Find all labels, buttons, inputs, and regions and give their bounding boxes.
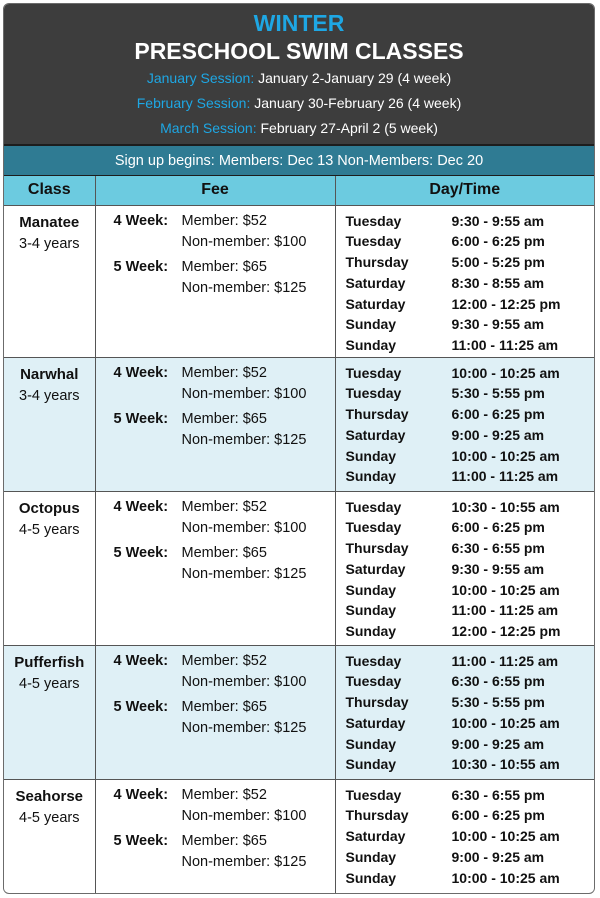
- slot-day: Thursday: [345, 254, 409, 271]
- nonmember-fee: Non-member: $125: [181, 719, 307, 736]
- slot-day: Tuesday: [345, 786, 402, 803]
- member-fee: Member: $52: [181, 364, 267, 381]
- class-name: Seahorse: [15, 787, 84, 805]
- session-name: January Session:: [146, 70, 255, 86]
- time-slot: [346, 621, 595, 642]
- nonmember-fee: Non-member: $125: [181, 565, 307, 582]
- table-row: [4, 357, 594, 491]
- slot-day: Tuesday: [345, 233, 402, 250]
- time-slot: [346, 231, 595, 252]
- fee-duration: 4 Week:: [113, 212, 169, 229]
- fee-duration: 5 Week:: [113, 544, 169, 561]
- slot-day: Saturday: [345, 295, 406, 312]
- time-slot: [346, 785, 595, 806]
- fee-cell: [95, 205, 335, 357]
- slot-day: Thursday: [345, 406, 409, 423]
- slot-day: Tuesday: [345, 385, 402, 402]
- time-slot: [346, 425, 595, 446]
- nonmember-fee: Non-member: $100: [181, 673, 307, 690]
- slot-time: 10:00 - 10:25 am: [451, 581, 560, 598]
- slot-time: 10:00 - 10:25 am: [451, 364, 560, 381]
- session-dates: January 30-February 26 (4 week): [254, 95, 462, 111]
- slot-day: Saturday: [345, 714, 406, 731]
- slot-time: 8:30 - 8:55 am: [451, 274, 545, 291]
- session-line: [4, 91, 594, 116]
- daytime-cell: [335, 357, 594, 491]
- slot-time: 9:00 - 9:25 am: [451, 735, 545, 752]
- header-class: Class: [4, 176, 95, 205]
- table-row: [4, 645, 594, 779]
- fee-duration: 5 Week:: [113, 410, 169, 427]
- time-slot: [346, 580, 595, 601]
- fee-duration: 4 Week:: [113, 652, 169, 669]
- class-cell: [4, 205, 95, 357]
- table-row: [4, 205, 594, 357]
- slot-time: 10:30 - 10:55 am: [451, 756, 560, 773]
- slot-time: 6:00 - 6:25 pm: [451, 519, 545, 536]
- member-fee: Member: $52: [181, 786, 267, 803]
- session-dates: January 2-January 29 (4 week): [258, 70, 452, 86]
- member-fee: Member: $65: [181, 410, 267, 427]
- time-slot: [346, 847, 595, 868]
- slot-day: Sunday: [345, 735, 397, 752]
- slot-day: Sunday: [345, 602, 397, 619]
- fee-block: [114, 785, 335, 827]
- slot-time: 9:30 - 9:55 am: [451, 212, 545, 229]
- nonmember-fee: Non-member: $100: [181, 519, 307, 536]
- fee-block: [114, 831, 335, 873]
- slot-time: 10:30 - 10:55 am: [451, 498, 560, 515]
- class-cell: [4, 357, 95, 491]
- member-fee: Member: $52: [181, 212, 267, 229]
- fee-duration: 4 Week:: [113, 364, 169, 381]
- class-name: Narwhal: [20, 365, 79, 383]
- signup-bar: Sign up begins: Members: Dec 13 Non-Members: Dec 20: [4, 146, 594, 176]
- time-slot: [346, 497, 595, 518]
- nonmember-fee: Non-member: $125: [181, 431, 307, 448]
- time-slot: [346, 559, 595, 580]
- slot-time: 10:00 - 10:25 am: [451, 714, 560, 731]
- fee-block: [114, 211, 335, 253]
- slot-day: Sunday: [345, 316, 397, 333]
- slot-time: 6:00 - 6:25 pm: [451, 807, 545, 824]
- slot-day: Sunday: [345, 623, 397, 640]
- session-name: February Session:: [136, 95, 251, 111]
- session-dates: February 27-April 2 (5 week): [260, 120, 438, 136]
- time-slot: [346, 363, 595, 384]
- fee-block: [114, 697, 335, 739]
- time-slot: [346, 826, 595, 847]
- slot-day: Saturday: [345, 560, 406, 577]
- slot-day: Thursday: [345, 694, 409, 711]
- slot-time: 6:30 - 6:55 pm: [451, 786, 545, 803]
- class-age: 4-5 years: [19, 809, 80, 826]
- slot-time: 11:00 - 11:25 am: [451, 652, 559, 669]
- session-line: [4, 66, 594, 91]
- member-fee: Member: $65: [181, 698, 267, 715]
- slot-day: Saturday: [345, 426, 406, 443]
- time-slot: [346, 252, 595, 273]
- time-slot: [346, 538, 595, 559]
- flyer-title: PRESCHOOL SWIM CLASSES: [134, 38, 464, 64]
- slot-day: Thursday: [345, 807, 409, 824]
- slot-time: 9:30 - 9:55 am: [451, 560, 545, 577]
- time-slot: [346, 600, 595, 621]
- slot-day: Sunday: [345, 581, 397, 598]
- time-slot: [346, 404, 595, 425]
- slot-day: Tuesday: [345, 364, 402, 381]
- header-fee: Fee: [95, 176, 335, 205]
- fee-cell: [95, 357, 335, 491]
- time-slot: [346, 734, 595, 755]
- class-schedule-table: [4, 176, 594, 893]
- nonmember-fee: Non-member: $100: [181, 807, 307, 824]
- time-slot: [346, 651, 595, 672]
- slot-time: 11:00 - 11:25 am: [451, 602, 559, 619]
- slot-day: Saturday: [345, 828, 406, 845]
- time-slot: [346, 314, 595, 335]
- slot-day: Tuesday: [345, 519, 402, 536]
- slot-time: 5:30 - 5:55 pm: [451, 694, 545, 711]
- season-heading: WINTER: [253, 10, 345, 36]
- time-slot: [346, 671, 595, 692]
- nonmember-fee: Non-member: $100: [181, 385, 307, 402]
- slot-time: 6:00 - 6:25 pm: [451, 406, 545, 423]
- member-fee: Member: $65: [181, 258, 267, 275]
- slot-day: Thursday: [345, 540, 409, 557]
- fee-duration: 5 Week:: [113, 698, 169, 715]
- slot-time: 9:00 - 9:25 am: [451, 848, 545, 865]
- slot-time: 10:00 - 10:25 am: [451, 828, 560, 845]
- slot-time: 6:00 - 6:25 pm: [451, 233, 545, 250]
- fee-block: [114, 651, 335, 693]
- member-fee: Member: $65: [181, 832, 267, 849]
- slot-day: Tuesday: [345, 212, 402, 229]
- fee-duration: 4 Week:: [113, 498, 169, 515]
- nonmember-fee: Non-member: $100: [181, 233, 307, 250]
- member-fee: Member: $52: [181, 498, 267, 515]
- slot-time: 10:00 - 10:25 am: [451, 447, 560, 464]
- slot-day: Saturday: [345, 274, 406, 291]
- table-header-row: [4, 176, 594, 205]
- session-name: March Session:: [160, 120, 257, 136]
- time-slot: [346, 805, 595, 826]
- fee-duration: 4 Week:: [113, 786, 169, 803]
- slot-time: 9:30 - 9:55 am: [451, 316, 545, 333]
- time-slot: [346, 446, 595, 467]
- time-slot: [346, 335, 595, 356]
- slot-day: Sunday: [345, 848, 397, 865]
- slot-day: Tuesday: [345, 498, 402, 515]
- member-fee: Member: $52: [181, 652, 267, 669]
- slot-day: Sunday: [345, 447, 397, 464]
- class-age: 3-4 years: [19, 387, 80, 404]
- class-name: Manatee: [19, 213, 80, 231]
- slot-time: 11:00 - 11:25 am: [451, 337, 559, 354]
- class-cell: [4, 779, 95, 893]
- daytime-cell: [335, 491, 594, 645]
- fee-cell: [95, 779, 335, 893]
- slot-time: 12:00 - 12:25 pm: [451, 295, 561, 312]
- slot-time: 10:00 - 10:25 am: [451, 869, 560, 886]
- member-fee: Member: $65: [181, 544, 267, 561]
- class-age: 4-5 years: [19, 675, 80, 692]
- nonmember-fee: Non-member: $125: [181, 279, 307, 296]
- slot-day: Sunday: [345, 337, 397, 354]
- slot-time: 5:30 - 5:55 pm: [451, 385, 545, 402]
- time-slot: [346, 517, 595, 538]
- nonmember-fee: Non-member: $125: [181, 853, 307, 870]
- slot-day: Tuesday: [345, 673, 402, 690]
- time-slot: [346, 754, 595, 775]
- table-row: [4, 779, 594, 893]
- slot-time: 9:00 - 9:25 am: [451, 426, 545, 443]
- swim-schedule-flyer: [3, 3, 595, 894]
- slot-day: Sunday: [345, 869, 397, 886]
- slot-time: 11:00 - 11:25 am: [451, 468, 559, 485]
- table-row: [4, 491, 594, 645]
- time-slot: [346, 713, 595, 734]
- class-age: 3-4 years: [19, 235, 80, 252]
- fee-duration: 5 Week:: [113, 258, 169, 275]
- daytime-cell: [335, 205, 594, 357]
- fee-cell: [95, 491, 335, 645]
- fee-duration: 5 Week:: [113, 832, 169, 849]
- fee-cell: [95, 645, 335, 779]
- time-slot: [346, 868, 595, 889]
- header-daytime: Day/Time: [335, 176, 594, 205]
- class-cell: [4, 645, 95, 779]
- fee-block: [114, 543, 335, 585]
- time-slot: [346, 466, 595, 487]
- slot-time: 6:30 - 6:55 pm: [451, 540, 545, 557]
- slot-time: 5:00 - 5:25 pm: [451, 254, 545, 271]
- time-slot: [346, 294, 595, 315]
- slot-day: Sunday: [345, 756, 397, 773]
- class-name: Pufferfish: [14, 653, 85, 671]
- fee-block: [114, 257, 335, 299]
- fee-block: [114, 409, 335, 451]
- time-slot: [346, 692, 595, 713]
- fee-block: [114, 497, 335, 539]
- session-line: [4, 116, 594, 141]
- fee-block: [114, 363, 335, 405]
- slot-day: Tuesday: [345, 652, 402, 669]
- class-cell: [4, 491, 95, 645]
- daytime-cell: [335, 645, 594, 779]
- slot-time: 6:30 - 6:55 pm: [451, 673, 545, 690]
- class-age: 4-5 years: [19, 521, 80, 538]
- slot-time: 12:00 - 12:25 pm: [451, 623, 561, 640]
- daytime-cell: [335, 779, 594, 893]
- slot-day: Sunday: [345, 468, 397, 485]
- time-slot: [346, 273, 595, 294]
- time-slot: [346, 383, 595, 404]
- time-slot: [346, 211, 595, 232]
- flyer-banner: [4, 4, 594, 146]
- class-name: Octopus: [18, 499, 80, 517]
